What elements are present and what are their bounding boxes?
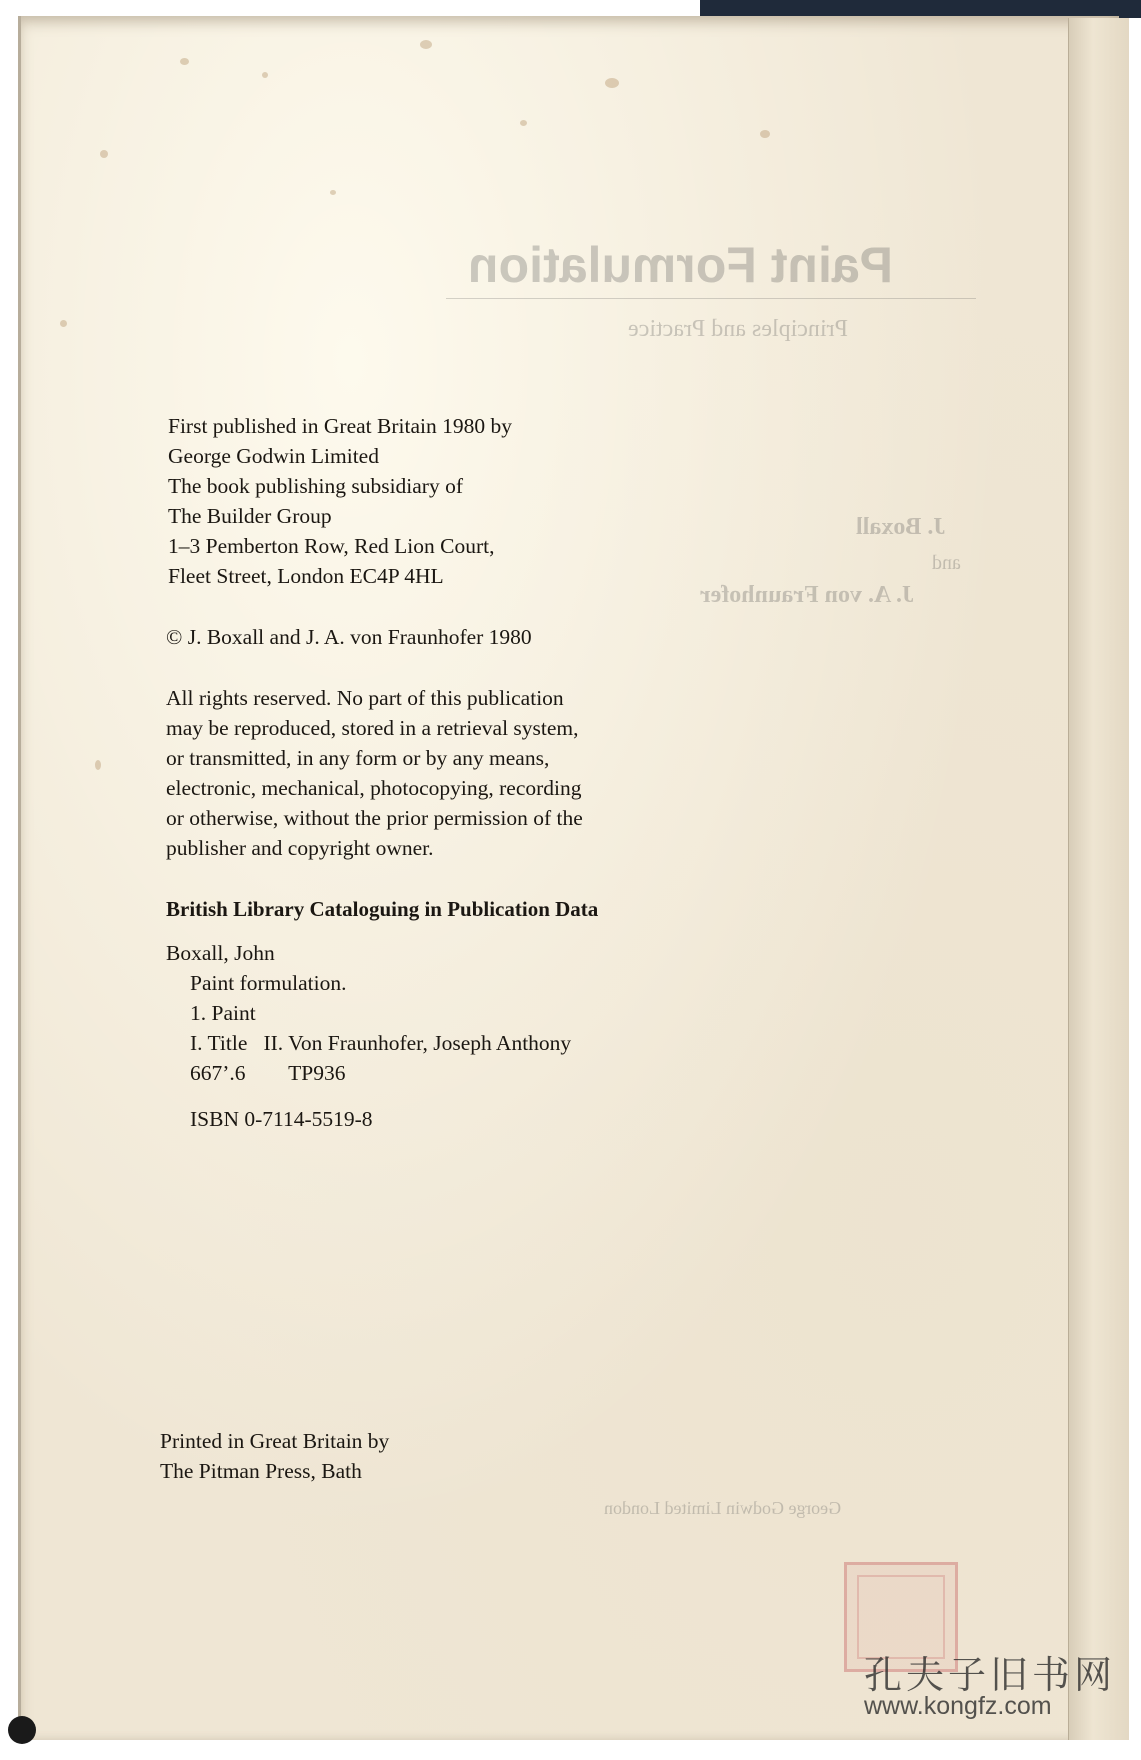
ghost-author-1: J. Boxall — [856, 514, 946, 540]
ghost-conjunction: and — [932, 552, 961, 574]
rights-line: electronic, mechanical, photocopying, recording — [166, 776, 582, 800]
ghost-publisher: George Godwin Limited London — [604, 1498, 842, 1518]
cip-entries: I. Title II. Von Fraunhofer, Joseph Anthony — [190, 1031, 572, 1055]
ghost-title-rule — [446, 298, 976, 299]
rights-line: or otherwise, without the prior permission of the — [166, 806, 583, 830]
binding-hole — [8, 1716, 36, 1744]
cip-subject: 1. Paint — [190, 1001, 256, 1025]
publisher-line: First published in Great Britain 1980 by — [168, 414, 512, 438]
publisher-line: The book publishing subsidiary of — [168, 474, 464, 498]
isbn: ISBN 0-7114-5519-8 — [190, 1107, 373, 1131]
cip-author: Boxall, John — [166, 941, 275, 965]
rights-line: may be reproduced, stored in a retrieval system, — [166, 716, 579, 740]
rights-line: All rights reserved. No part of this publication — [166, 686, 564, 710]
ghost-author-2: J. A. von Fraunhofer — [700, 582, 915, 608]
printer-line: Printed in Great Britain by — [160, 1429, 390, 1453]
copyright-line: © J. Boxall and J. A. von Fraunhofer 1980 — [166, 625, 532, 649]
watermark-url: www.kongfz.com — [864, 1692, 1052, 1720]
publisher-line: 1–3 Pemberton Row, Red Lion Court, — [168, 534, 495, 558]
publisher-line: George Godwin Limited — [168, 444, 379, 468]
ghost-title: Paint Formulation — [468, 237, 893, 293]
publisher-line: The Builder Group — [168, 504, 332, 528]
watermark-site-name: 孔夫子旧书网 — [864, 1653, 1117, 1697]
cip-classification: 667’.6 TP936 — [190, 1061, 346, 1085]
ghost-subtitle: Principles and Practice — [628, 316, 848, 342]
printer-line: The Pitman Press, Bath — [160, 1459, 362, 1483]
cip-heading: British Library Cataloguing in Publication Data — [166, 897, 599, 921]
cip-title: Paint formulation. — [190, 971, 347, 995]
rights-line: or transmitted, in any form or by any means, — [166, 746, 550, 770]
publisher-line: Fleet Street, London EC4P 4HL — [168, 564, 444, 588]
rights-line: publisher and copyright owner. — [166, 836, 434, 860]
